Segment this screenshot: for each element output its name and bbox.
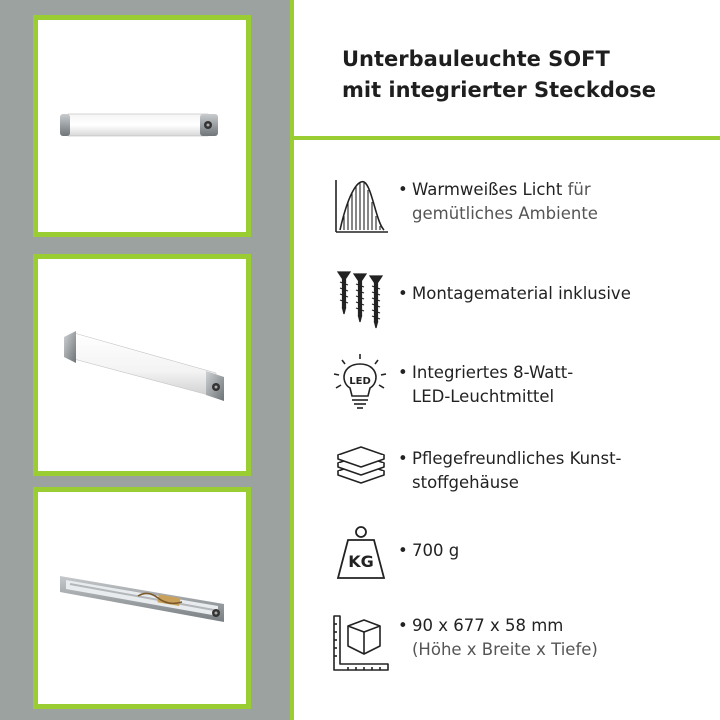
feature-mounting-material bbox=[330, 268, 710, 338]
feature-4-line2: stoffgehäuse bbox=[412, 473, 519, 492]
product-image-front bbox=[33, 15, 251, 237]
bullet: • bbox=[398, 616, 408, 635]
horizontal-accent-divider bbox=[290, 136, 720, 140]
feature-3-strong: Integriertes 8-Watt- bbox=[412, 363, 574, 382]
product-image-angled bbox=[33, 254, 251, 476]
led-bulb-icon bbox=[330, 352, 392, 414]
feature-1-light: für bbox=[562, 180, 591, 199]
product-title bbox=[342, 44, 702, 106]
bullet: • bbox=[398, 180, 408, 199]
feature-1-line2: gemütliches Ambiente bbox=[412, 204, 598, 223]
kg-icon-label: KG bbox=[348, 552, 374, 571]
feature-dimensions bbox=[330, 612, 710, 682]
feature-warm-light bbox=[330, 176, 710, 246]
feature-5-strong: 700 g bbox=[412, 541, 460, 560]
bullet: • bbox=[398, 284, 408, 303]
bullet: • bbox=[398, 363, 408, 382]
feature-4-strong: Pflegefreundliches Kunst- bbox=[412, 449, 622, 468]
feature-6-line2: (Höhe x Breite x Tiefe) bbox=[412, 640, 598, 659]
title-line-1: Unterbauleuchte SOFT bbox=[342, 47, 610, 71]
vertical-accent-divider bbox=[290, 0, 294, 720]
layers-icon bbox=[330, 443, 392, 505]
product-image-open bbox=[33, 487, 251, 709]
dimensions-cube-icon bbox=[330, 612, 392, 674]
feature-3-line2: LED-Leuchtmittel bbox=[412, 387, 555, 406]
bullet: • bbox=[398, 449, 408, 468]
lamp-angled-illustration bbox=[38, 259, 246, 471]
feature-1-strong: Warmweißes Licht bbox=[412, 180, 563, 199]
feature-2-strong: Montagematerial inklusive bbox=[412, 284, 631, 303]
bullet: • bbox=[398, 541, 408, 560]
title-line-2: mit integrierter Steckdose bbox=[342, 78, 657, 102]
feature-housing bbox=[330, 443, 710, 513]
feature-weight bbox=[330, 522, 710, 592]
light-spectrum-icon bbox=[330, 176, 392, 238]
lamp-open-illustration bbox=[38, 492, 246, 704]
led-icon-label: LED bbox=[349, 376, 371, 387]
kg-weight-icon bbox=[330, 522, 392, 584]
screws-icon bbox=[330, 268, 392, 330]
left-image-panel bbox=[0, 0, 290, 720]
feature-led-bulb bbox=[330, 352, 710, 422]
feature-6-strong: 90 x 677 x 58 mm bbox=[412, 616, 564, 635]
lamp-front-illustration bbox=[38, 20, 246, 232]
